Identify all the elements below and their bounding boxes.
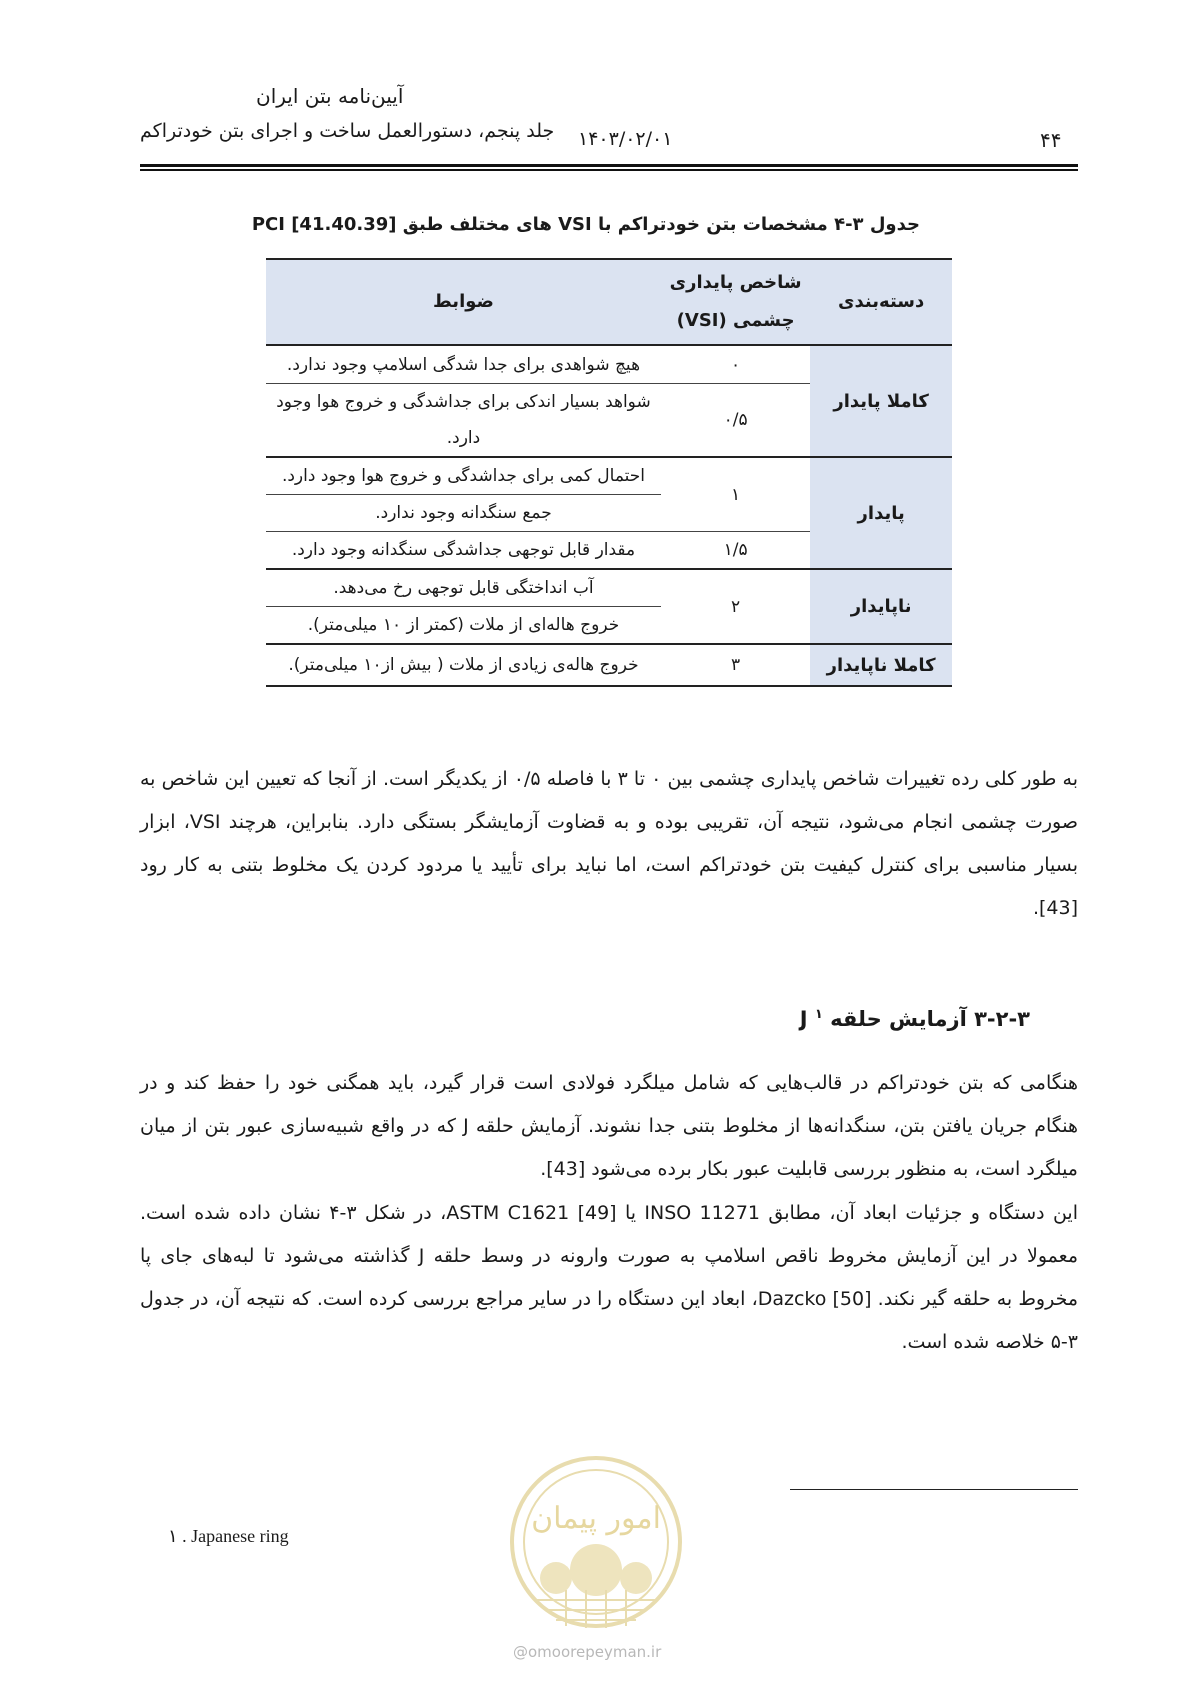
vsi-value: ۰/۵ bbox=[661, 384, 810, 458]
table-header-row bbox=[266, 259, 952, 345]
table-row bbox=[266, 644, 952, 686]
volume-title: جلد پنجم، دستورالعمل ساخت و اجرای بتن خودتراکم bbox=[140, 120, 555, 142]
body-paragraph-3: این دستگاه و جزئیات ابعاد آن، مطابق INSO 11271 یا ASTM C1621 [49]، در شکل ۳-۴ نشان داده شده است. معمولا در این آزمایش مخروط ناقص اسلامپ به صورت وارونه در وسط حلقه J گذاشته می‌شود تا لبه‌های جای پا مخروط به حلقه گیر نکند. Dazcko [50]، ابعاد این دستگاه را در سایر مراجع بررسی کرده است. که نتیجه آن، در جدول ۳-۵ خلاصه شده است. bbox=[140, 1202, 1079, 1353]
category-fully-unstable: کاملا ناپایدار bbox=[810, 644, 952, 686]
book-title: آیین‌نامه بتن ایران bbox=[256, 84, 404, 108]
vsi-value: ۱ bbox=[661, 457, 810, 532]
criteria-cell: شواهد بسیار اندکی برای جداشدگی و خروج هوا وجود دارد. bbox=[266, 384, 661, 458]
header-vsi bbox=[661, 259, 810, 345]
header-vsi-line2: چشمی (VSI) bbox=[676, 310, 795, 331]
criteria-cell: خروج هاله‌ی زیادی از ملات ( بیش از۱۰ میلی‌متر). bbox=[266, 644, 661, 686]
criteria-cell: خروج هاله‌ای از ملات (کمتر از ۱۰ میلی‌متر). bbox=[266, 607, 661, 645]
footnote-text: ۱ . Japanese ring bbox=[168, 1526, 289, 1546]
header-rule bbox=[140, 164, 1078, 167]
footnote-rule bbox=[790, 1489, 1078, 1490]
page-number: ۴۴ bbox=[1040, 128, 1062, 152]
table-row bbox=[266, 569, 952, 607]
vsi-value: ۲ bbox=[661, 569, 810, 644]
body-paragraph-2: هنگامی که بتن خودتراکم در قالب‌هایی که شامل میلگرد فولادی است قرار گیرد، باید همگنی خود را حفظ کند و در هنگام جریان یافتن بتن، سنگدانه‌ها از مخلوط بتنی جدا نشوند. آزمایش حلقه J که در واقع شبیه‌سازی عبور بتن از میان میلگرد است، به منظور بررسی قابلیت عبور بکار برده می‌شود [43]. bbox=[140, 1072, 1078, 1180]
header-category: دسته‌بندی bbox=[810, 259, 952, 345]
header-criteria: ضوابط bbox=[266, 259, 661, 345]
criteria-cell: مقدار قابل توجهی جداشدگی سنگدانه وجود دارد. bbox=[266, 532, 661, 570]
criteria-cell: احتمال کمی برای جداشدگی و خروج هوا وجود دارد. bbox=[266, 457, 661, 495]
table-row bbox=[266, 457, 952, 495]
category-unstable: ناپایدار bbox=[810, 569, 952, 644]
header-date: ۱۴۰۳/۰۲/۰۱ bbox=[578, 128, 673, 150]
category-fully-stable: کاملا پایدار bbox=[810, 345, 952, 457]
vsi-value: ۳ bbox=[661, 644, 810, 686]
vsi-value: ۱/۵ bbox=[661, 532, 810, 570]
header-rule-second bbox=[140, 169, 1078, 171]
section-heading bbox=[700, 1007, 1030, 1031]
table-caption: جدول ۳-۴ مشخصات بتن خودتراکم با VSI های مختلف طبق PCI [41.40.39] bbox=[251, 214, 920, 235]
criteria-cell: آب انداختگی قابل توجهی رخ می‌دهد. bbox=[266, 569, 661, 607]
vsi-table bbox=[266, 258, 952, 687]
table-row bbox=[266, 345, 952, 384]
footnote-reference: ۱ bbox=[814, 1007, 823, 1022]
watermark-logo-text: امور پیمان bbox=[531, 1501, 661, 1536]
header-vsi-line1: شاخص پایداری bbox=[669, 272, 802, 293]
criteria-cell: جمع سنگدانه وجود ندارد. bbox=[266, 495, 661, 532]
body-paragraph-1: به طور کلی رده تغییرات شاخص پایداری چشمی بین ۰ تا ۳ با فاصله ۰/۵ از یکدیگر است. از آنجا که تعیین این شاخص به صورت چشمی انجام می‌شود، نتیجه آن، تقریبی بوده و به قضاوت آزمایشگر بستگی دارد. بنابراین، هرچند VSI، ابزار بسیار مناسبی برای کنترل کیفیت بتن خودتراکم است، اما نباید برای تأیید یا مردود کردن یک مخلوط بتنی به کار رود [43]. bbox=[140, 768, 1078, 919]
watermark-text: @omoorepeyman.ir bbox=[513, 1643, 662, 1661]
criteria-cell: هیچ شواهدی برای جدا شدگی اسلامپ وجود ندارد. bbox=[266, 345, 661, 384]
category-stable: پایدار bbox=[810, 457, 952, 569]
vsi-value: ۰ bbox=[661, 345, 810, 384]
section-heading-text: ۳-۲-۳ آزمایش حلقه J bbox=[799, 1007, 1030, 1031]
watermark-logo bbox=[506, 1450, 686, 1640]
